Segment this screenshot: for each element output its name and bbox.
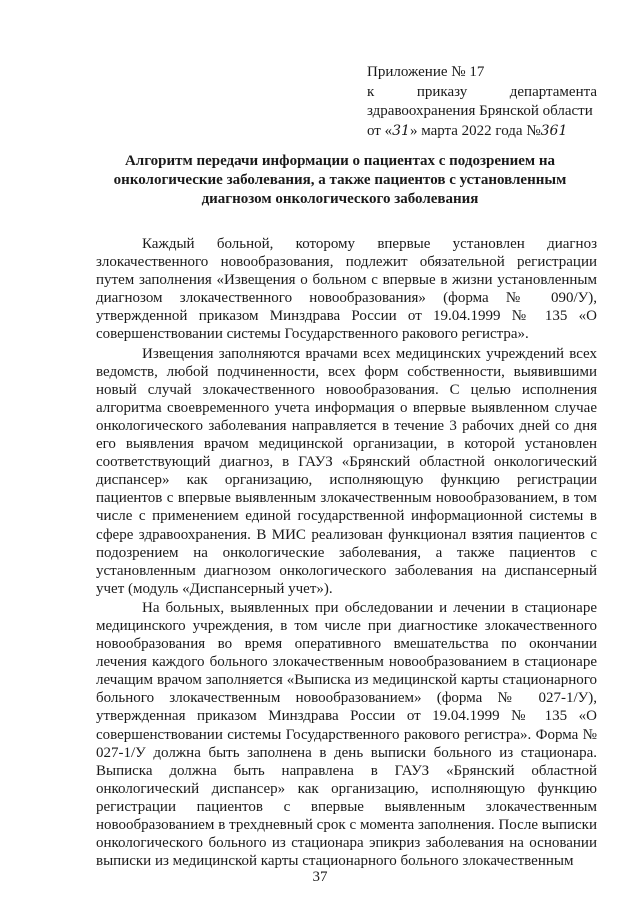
document-body: [96, 235, 597, 870]
paragraph-1: Каждый больной, которому впервые установлен диагноз злокачественного новообразования, подлежит обязательной регистрации путем заполнения «Извещения о больном с впервые в жизни установленным диагнозом злокачественного новообразования» (форма № 090/У), утвержденной приказом Минздрава России от 19.04.1999 № 135 «О совершенствовании системы Государственного ракового регистра».: [96, 236, 597, 343]
appendix-order-word: приказу: [416, 83, 468, 100]
appendix-order-department: департамента: [509, 83, 597, 100]
paragraph-2: Извещения заполняются врачами всех медицинских учреждений всех ведомств, любой подчиненности, всех форм собственности, выявившими новый случай злокачественного новообразования. С целью исполнения алгоритма своевременного учета информация о впервые выявленном случае онкологического заболевания направляется в течение 3 рабочих дней со дня его выявления врачом медицинской организации, в которой установлен соответствующий диагноз, в ГАУЗ «Брянский областной онкологический диспансер» как организацию, исполняющую функцию регистрации пациентов с впервые выявленным злокачественным новообразованием, в том числе с применением единой государственной информационной системы в сфере здравоохранения. В МИС реализован функционал взятия пациентов с подозрением на онкологические заболевания, а также пациентов с установленным диагнозом онкологического заболевания на диспансерный учет (модуль «Диспансерный учет»).: [96, 345, 597, 597]
appendix-date-middle: » марта 2022 года №: [409, 122, 541, 139]
appendix-date-day-handwritten: 31: [392, 122, 410, 139]
appendix-date-line: [367, 122, 597, 142]
appendix-order-number-handwritten: 361: [540, 122, 568, 139]
appendix-header: [367, 63, 597, 141]
appendix-date-prefix: от «: [367, 122, 393, 139]
appendix-department-name: здравоохранения Брянской области: [367, 103, 593, 119]
page-number: 37: [312, 869, 328, 885]
document-title: Алгоритм передачи информации о пациентах с подозрением на онкологические заболевания, а также пациентов с установленным диагнозом онкологического заболевания: [113, 153, 567, 207]
appendix-number: Приложение № 17: [367, 64, 485, 80]
appendix-order-line: [367, 83, 597, 103]
paragraph-3: На больных, выявленных при обследовании и лечении в стационаре медицинского учреждения, в том числе при диагностике злокачественного новообразования во время оперативного вмешательства по окончании лечения каждого больного злокачественным новообразованием в стационаре лечащим врачом заполняется «Выписка из медицинской карты стационарного больного злокачественным новообразованием» (форма № 027-1/У), утвержденная приказом Минздрава России от 19.04.1999 № 135 «О совершенствовании системы Государственного ракового регистра». Форма № 027-1/У должна быть заполнена в день выписки больного из стационара. Выписка должна быть направлена в ГАУЗ «Брянский областной онкологический диспансер» как организацию, исполняющую функцию регистрации пациентов с впервые выявленным злокачественным новообразованием в трехдневный срок с момента заполнения. После выписки онкологического больного из стационара эпикриз заболевания на основании выписки из медицинской карты стационарного больного злокачественным: [96, 599, 597, 870]
appendix-order-k: к: [367, 83, 375, 100]
